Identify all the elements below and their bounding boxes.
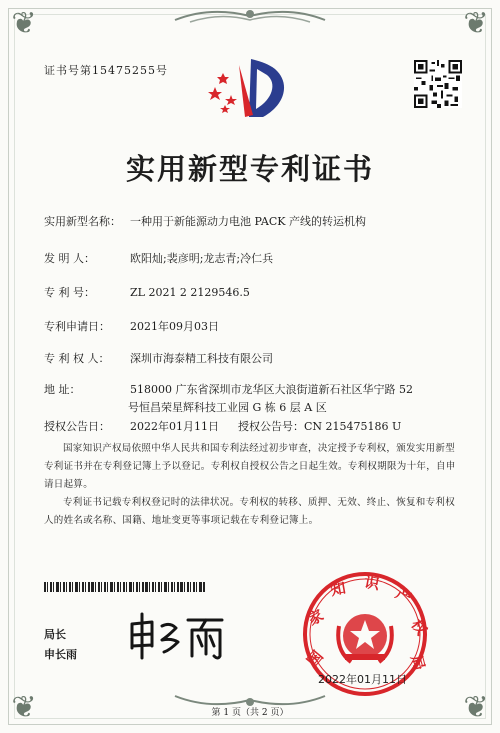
barcode-icon	[44, 582, 206, 592]
corner-ornament-icon: ❦	[463, 690, 489, 725]
field-value: 2021年09月03日	[130, 320, 219, 333]
field-label: 地 址：	[44, 383, 81, 396]
svg-text:国: 国	[304, 648, 327, 671]
page-number: 第 1 页（共 2 页）	[211, 708, 289, 718]
field-inventors	[44, 250, 273, 266]
field-utility-name	[44, 213, 366, 229]
field-label: 专 利 号：	[44, 286, 95, 299]
field-value: 欧阳灿;裴彦明;龙志青;冷仁兵	[130, 252, 274, 265]
svg-text:局: 局	[407, 653, 427, 673]
svg-text:知: 知	[329, 580, 348, 600]
field-label: 发 明 人：	[44, 252, 95, 265]
director-name: 申长雨	[44, 648, 77, 661]
svg-text:产: 产	[392, 585, 414, 608]
svg-text:识: 识	[362, 574, 381, 594]
field-label: 专利申请日：	[44, 320, 110, 333]
field-patent-number	[44, 284, 250, 300]
address-line-2: 号恒昌荣星辉科技工业园 G 栋 6 层 A 区	[128, 401, 327, 414]
field-address	[44, 381, 413, 397]
field-value: ZL 2021 2 2129546.5	[130, 286, 250, 299]
field-value: 2022年01月11日	[130, 420, 219, 433]
director-title: 局长	[44, 628, 66, 641]
field-value: 深圳市海泰精工科技有限公司	[130, 352, 273, 365]
field-grant-date	[44, 418, 219, 434]
qr-code-icon	[414, 60, 462, 108]
field-patentee	[44, 350, 273, 366]
field-value: 一种用于新能源动力电池 PACK 产线的转运机构	[130, 215, 366, 228]
field-label: 实用新型名称：	[44, 215, 121, 228]
field-announcement-number	[238, 418, 401, 434]
svg-text:权: 权	[407, 616, 429, 639]
corner-ornament-icon: ❦	[11, 6, 37, 41]
field-value: 518000 广东省深圳市龙华区大浪街道新石社区华宁路 52	[130, 383, 413, 396]
corner-ornament-icon: ❦	[11, 690, 37, 725]
field-label: 授权公告日：	[44, 420, 110, 433]
document-title: 实用新型专利证书	[125, 152, 374, 186]
notice-paragraph-2: 专利证书记载专利权登记时的法律状况。专利权的转移、质押、无效、终止、恢复和专利权人的姓名或名称、国籍、地址变更等事项记载在专利登记簿上。	[44, 497, 456, 526]
cnipa-logo-icon	[205, 55, 295, 123]
certificate-number: 证书号第15475255号	[44, 64, 168, 77]
svg-text:家: 家	[305, 607, 327, 630]
notice-paragraph-1: 国家知识产权局依照中华人民共和国专利法经过初步审查，决定授予专利权，颁发实用新型专利证书并在专利登记簿上予以登记。专利权自授权公告之日起生效。专利权期限为十年，自申请日起算。	[44, 443, 456, 490]
handwritten-signature-icon	[126, 610, 226, 662]
seal-date: 2022年01月11日	[318, 673, 407, 686]
top-ornament-icon	[170, 6, 330, 26]
field-value: CN 215475186 U	[304, 420, 402, 433]
corner-ornament-icon: ❦	[463, 6, 489, 41]
field-label: 授权公告号：	[238, 420, 304, 433]
field-application-date	[44, 318, 219, 334]
field-label: 专 利 权 人：	[44, 352, 110, 365]
